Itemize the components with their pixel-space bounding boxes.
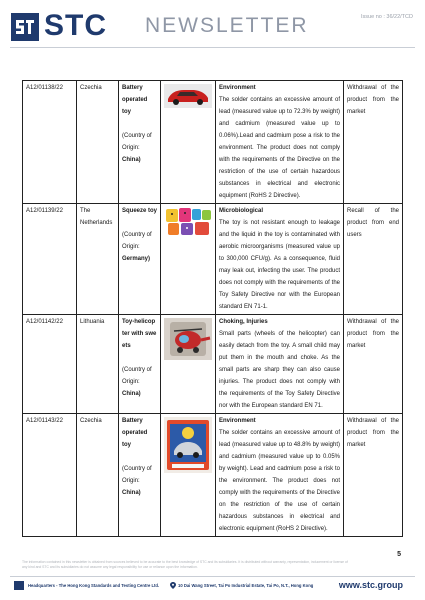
origin-value: Germany): [122, 256, 151, 262]
reference-cell: A12/01143/22: [23, 414, 77, 537]
table-row: [23, 204, 403, 315]
reference-cell: A12/01138/22: [23, 81, 77, 204]
image-cell: [161, 204, 216, 315]
country-cell: Czechia: [77, 81, 119, 204]
logo-text: STC: [44, 9, 107, 42]
newsletter-title: NEWSLETTER: [145, 14, 309, 37]
country-cell: Czechia: [77, 414, 119, 537]
risk-cell: [216, 315, 344, 414]
product-cell: [119, 81, 161, 204]
risk-title: Environment: [219, 85, 256, 91]
table-row: [23, 81, 403, 204]
risk-title: Environment: [219, 418, 256, 424]
country-cell: The Netherlands: [77, 204, 119, 315]
origin-label: (Country of Origin:: [122, 232, 152, 250]
header-divider: [10, 47, 415, 48]
product-cell: [119, 204, 161, 315]
footer-headquarters: Headquarters - The Hong Kong Standards and Testing Centre Ltd.: [28, 583, 160, 588]
footer-divider: [10, 576, 415, 577]
risk-title: Microbiological: [219, 208, 264, 214]
measure-cell: Withdrawal of the product from the market: [344, 315, 403, 414]
product-cell: [119, 315, 161, 414]
website-link[interactable]: www.stc.group: [338, 580, 403, 590]
origin-value: China): [122, 157, 141, 163]
product-name: Battery operated toy: [122, 418, 148, 448]
image-cell: [161, 315, 216, 414]
red-toy-car-image: [164, 84, 212, 108]
origin-label: (Country of Origin:: [122, 133, 152, 151]
footer-address: 10 Dai Wang Street, Tai Po Industrial Estate, Tai Po, N.T., Hong Kong: [178, 583, 314, 588]
disclaimer-text: The information contained in this newsletter is obtained from sources believed to be accurate to the best knowledge of STC and its subsidiaries. It is distributed without warranty, representation, inducement or license of any kind and STC and its subsidiaries do not assume any legal responsibility for use or reliance upon the information.: [22, 560, 348, 569]
toy-helicopter-image: [164, 318, 212, 360]
boxed-toy-car-image: [164, 417, 212, 473]
origin-value: China): [122, 490, 141, 496]
image-cell: [161, 414, 216, 537]
product-name: Squeeze toy: [122, 208, 158, 214]
country-cell: Lithuania: [77, 315, 119, 414]
colorful-squeeze-toys-image: [164, 207, 212, 237]
risk-cell: [216, 204, 344, 315]
page-header: [0, 0, 425, 58]
location-pin-icon: [170, 582, 176, 589]
stc-logo-icon: [11, 13, 39, 41]
table-row: [23, 414, 403, 537]
origin-label: (Country of Origin:: [122, 367, 152, 385]
risk-description: The solder contains an excessive amount of lead (measured value up to 72.3% by weight) and cadmium (measured value up to 0.06%).Lead and cadmium pose a risk to the environment. The product does not comply with the requirements of the Directive on the restriction of the use of certain hazardous substances in electrical and electronic equipment (RoHS 2 Directive).: [219, 97, 340, 199]
product-name: Toy-helicopter with sweets: [122, 319, 157, 349]
risk-title: Choking, Injuries: [219, 319, 268, 325]
issue-number: Issue no : 36/22/TCD: [361, 14, 413, 20]
page-number: 5: [397, 551, 401, 558]
measure-cell: Recall of the product from end users: [344, 204, 403, 315]
product-name: Battery operated toy: [122, 85, 148, 115]
reference-cell: A12/01142/22: [23, 315, 77, 414]
reference-cell: A12/01139/22: [23, 204, 77, 315]
risk-description: Small parts (wheels of the helicopter) can easily detach from the toy. A small child may put them in the mouth and choke. As the small parts are sharp they can also cause injuries. The product does not comply with the requirements of the Toy Safety Directive nor with the European standard EN 71.: [219, 331, 340, 409]
measure-cell: Withdrawal of the product from the market: [344, 81, 403, 204]
risk-description: The solder contains an excessive amount of lead (measured value up to 48.8% by weight) and cadmium (measured value up to 0.05% by weight). Lead and cadmium pose a risk to the environment. The product does not comply with the requirements of the Directive on the restriction of the use of certain hazardous substances in electrical and electronic equipment (RoHS 2 Directive).: [219, 430, 340, 532]
measure-cell: Withdrawal of the product from the market: [344, 414, 403, 537]
recall-table: [22, 80, 403, 537]
table-row: [23, 315, 403, 414]
risk-cell: [216, 81, 344, 204]
image-cell: [161, 81, 216, 204]
risk-description: The toy is not resistant enough to leakage and the liquid in the toy is contaminated with aerobic microorganisms (measured value up to 300,000 CFU/g). As a consequence, fluid may leak out, infecting the user. The product does not comply with the requirements of the Toy Safety Directive nor with the European standard EN 71-1.: [219, 220, 340, 310]
origin-value: China): [122, 391, 141, 397]
footer-logo-icon: [14, 581, 24, 590]
origin-label: (Country of Origin:: [122, 466, 152, 484]
risk-cell: [216, 414, 344, 537]
product-cell: [119, 414, 161, 537]
